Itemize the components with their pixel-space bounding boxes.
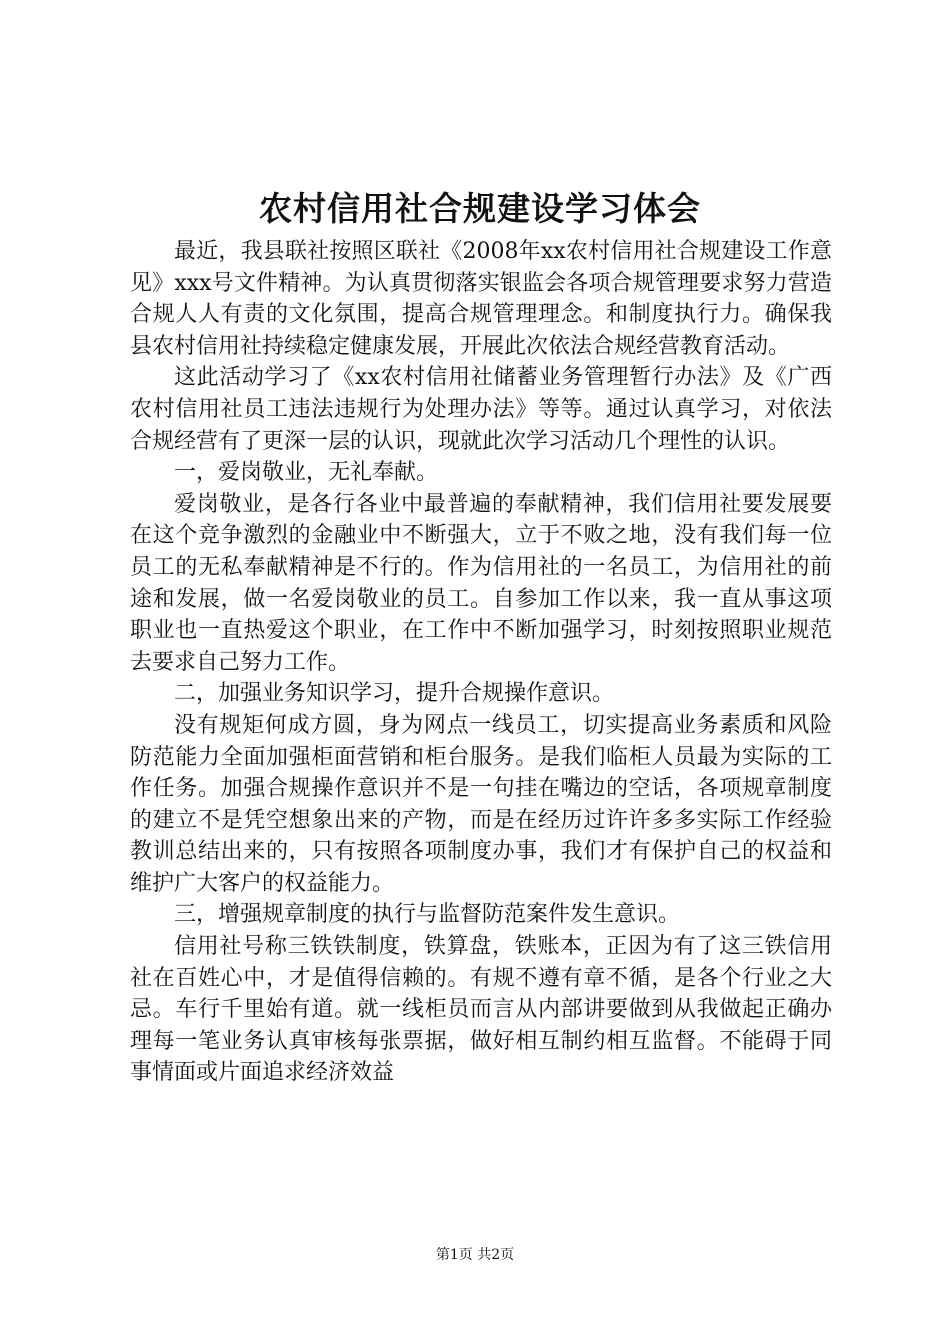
paragraph-dedication: 爱岗敬业，是各行各业中最普遍的奉献精神，我们信用社要发展要在这个竞争激烈的金融业中不断强大，立于不败之地，没有我们每一位员工的无私奉献精神是不行的。作为信用社的一名员工，为信用社的前途和发展，做一名爱岗敬业的员工。自参加工作以来，我一直从事这项职业也一直热爱这个职业，在工作中不断加强学习，时刻按照职业规范去要求自己努力工作。 [130,491,832,675]
section-heading-3: 三，增强规章制度的执行与监督防范案件发生意识。 [174,902,681,928]
paragraph-supervision: 信用社号称三铁铁制度，铁算盘，铁账本，正因为有了这三铁信用社在百姓心中，才是值得信赖的。有规不遵有章不循，是各个行业之大忌。车行千里始有道。就一线柜员而言从内部讲要做到从我做起正确办理每一笔业务认真审核每张票据，做好相互制约相互监督。不能碍于同事情面或片面追求经济效益 [130,934,832,1086]
paragraph-study-scope: 这此活动学习了《xx农村信用社储蓄业务管理暂行办法》及《广西农村信用社员工违法违规行为处理办法》等等。通过认真学习，对依法合规经营有了更深一层的认识，现就此次学习活动几个理性的认识。 [130,365,832,454]
paragraph-compliance: 没有规矩何成方圆，身为网点一线员工，切实提高业务素质和风险防范能力全面加强柜面营销和柜台服务。是我们临柜人员最为实际的工作任务。加强合规操作意识并不是一句挂在嘴边的空话，各项规章制度的建立不是凭空想象出来的产物，而是在经历过许许多多实际工作经验教训总结出来的，只有按照各项制度办事，我们才有保护自己的权益和维护广大客户的权益能力。 [130,712,832,896]
page-number-footer: 第1页 共2页 [435,1247,515,1263]
document-body [130,236,832,1089]
section-heading-2: 二，加强业务知识学习，提升合规操作意识。 [174,681,615,707]
paragraph-intro: 最近，我县联社按照区联社《2008年xx农村信用社合规建设工作意见》xxx号文件精神。为认真贯彻落实银监会各项合规管理要求努力营造合规人人有责的文化氛围，提高合规管理理念。和制度执行力。确保我县农村信用社持续稳定健康发展，开展此次依法合规经营教育活动。 [130,239,832,359]
document-title: 农村信用社合规建设学习体会 [259,189,701,228]
section-heading-1: 一，爱岗敬业，无礼奉献。 [174,460,439,486]
